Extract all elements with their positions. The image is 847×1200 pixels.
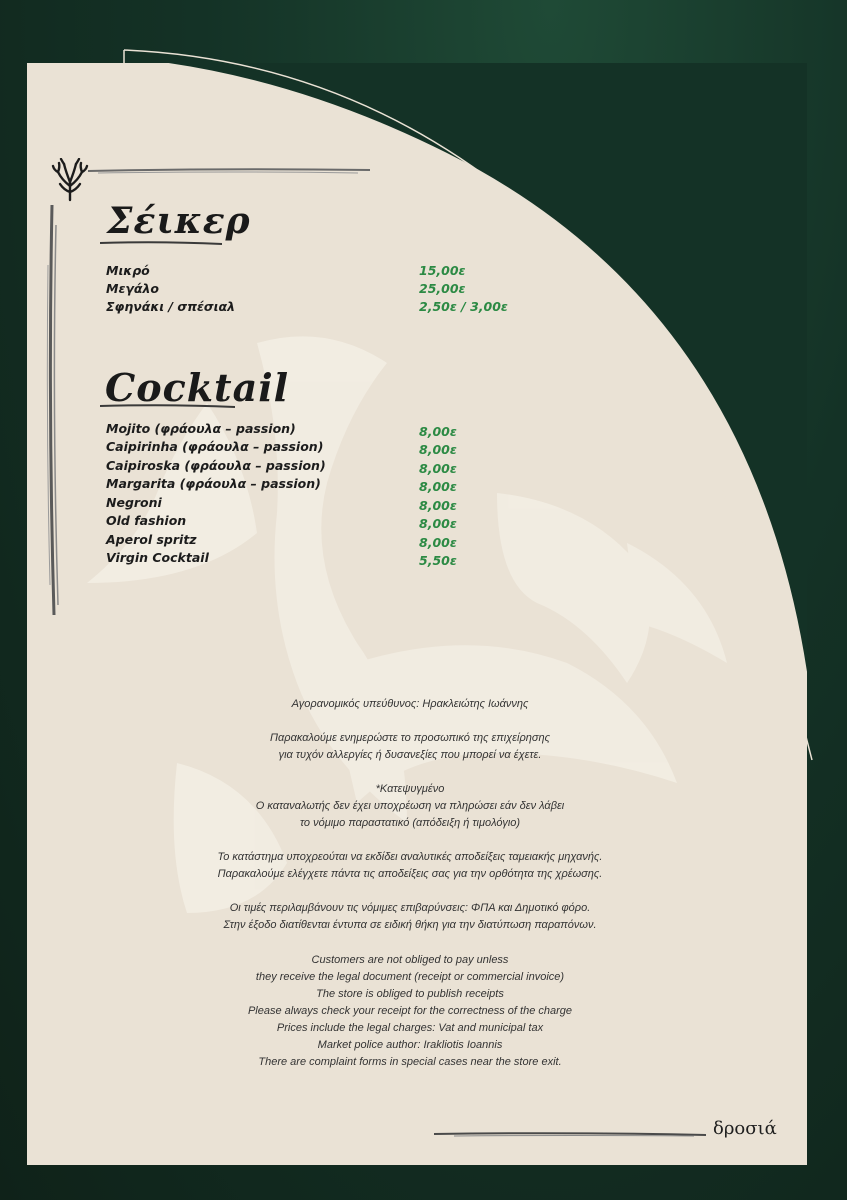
menu-item-name: Virgin Cocktail	[106, 550, 209, 565]
notice-line: Market police author: Irakliotis Ioannis	[317, 1039, 503, 1051]
menu-item-name: Caipiroska (φράουλα – passion)	[106, 458, 326, 473]
notice-line: Παρακαλούμε ενημερώστε το προσωπικό της επιχείρησης	[270, 732, 550, 744]
notice-line: Please always check your receipt for the correctness of the charge	[247, 1005, 573, 1017]
menu-item-name: Mojito (φράουλα – passion)	[106, 421, 296, 436]
menu-item-name: Aperol spritz	[106, 532, 197, 547]
menu-item-name: Caipirinha (φράουλα – passion)	[106, 439, 324, 454]
menu-item-price: 8,00ε	[419, 442, 457, 457]
notice-line: Παρακαλούμε ελέγχετε πάντα τις αποδείξεις σας για την ορθότητα της χρέωσης.	[217, 868, 603, 880]
menu-item-price: 8,00ε	[419, 535, 457, 550]
section-title-cocktail: Cocktail	[105, 365, 290, 410]
notice-line: they receive the legal document (receipt or commercial invoice)	[255, 971, 565, 983]
notice-line	[160, 713, 660, 730]
menu-item-price: 8,00ε	[419, 424, 457, 439]
notice-line: Ο καταναλωτής δεν έχει υποχρέωση να πληρώσει εάν δεν λάβει	[255, 800, 565, 812]
notice-line: Στην έξοδο διατίθενται έντυπα σε ειδική θήκη για την διατύπωση παραπόνων.	[223, 919, 597, 931]
brush-stroke-footer	[434, 1130, 706, 1138]
menu-item-price: 5,50ε	[419, 553, 457, 568]
legal-notice-greek	[160, 696, 660, 934]
tree-icon	[50, 158, 90, 202]
menu-item-price: 8,00ε	[419, 516, 457, 531]
brush-stroke	[88, 166, 370, 176]
menu-item-price: 2,50ε / 3,00ε	[419, 299, 508, 314]
menu-item-price: 8,00ε	[419, 461, 457, 476]
menu-item-name: Σφηνάκι / σπέσιαλ	[106, 299, 236, 314]
legal-notice-english	[160, 952, 660, 1071]
brush-stroke-vertical	[38, 205, 66, 615]
menu-item-name: Μικρό	[106, 263, 150, 278]
menu-item-name: Old fashion	[106, 513, 187, 528]
brand-logo-text: δροσιά	[713, 1118, 777, 1139]
menu-item-price: 8,00ε	[419, 479, 457, 494]
notice-line: There are complaint forms in special cases near the store exit.	[258, 1056, 562, 1068]
menu-item-name: Negroni	[106, 495, 162, 510]
notice-line: *Κατεψυγμένο	[375, 783, 445, 795]
notice-line: Οι τιμές περιλαμβάνουν τις νόμιμες επιβαρύνσεις: ΦΠΑ και Δημοτικό φόρο.	[229, 902, 591, 914]
section-title-shaker: Σέικερ	[107, 200, 251, 242]
notice-line: Prices include the legal charges: Vat and municipal tax	[276, 1022, 544, 1034]
notice-line	[160, 883, 660, 900]
menu-item-price: 25,00ε	[419, 281, 466, 296]
menu-item-name: Μεγάλο	[106, 281, 159, 296]
title-underline	[100, 239, 222, 247]
notice-line: Το κατάστημα υποχρεούται να εκδίδει αναλυτικές αποδείξεις ταμειακής μηχανής.	[217, 851, 603, 863]
notice-line: The store is obliged to publish receipts	[316, 988, 504, 1000]
title-underline	[100, 402, 235, 410]
menu-item-price: 15,00ε	[419, 263, 466, 278]
notice-line	[160, 832, 660, 849]
notice-line: Αγορανομικός υπεύθυνος: Ηρακλειώτης Ιωάννης	[291, 698, 529, 710]
notice-line: Customers are not obliged to pay unless	[311, 954, 509, 966]
menu-item-price: 8,00ε	[419, 498, 457, 513]
notice-line: το νόμιμο παραστατικό (απόδειξη ή τιμολόγιο)	[299, 817, 521, 829]
notice-line: για τυχόν αλλεργίες ή δυσανεξίες που μπορεί να έχετε.	[278, 749, 542, 761]
notice-line	[160, 764, 660, 781]
menu-item-name: Margarita (φράουλα – passion)	[106, 476, 321, 491]
